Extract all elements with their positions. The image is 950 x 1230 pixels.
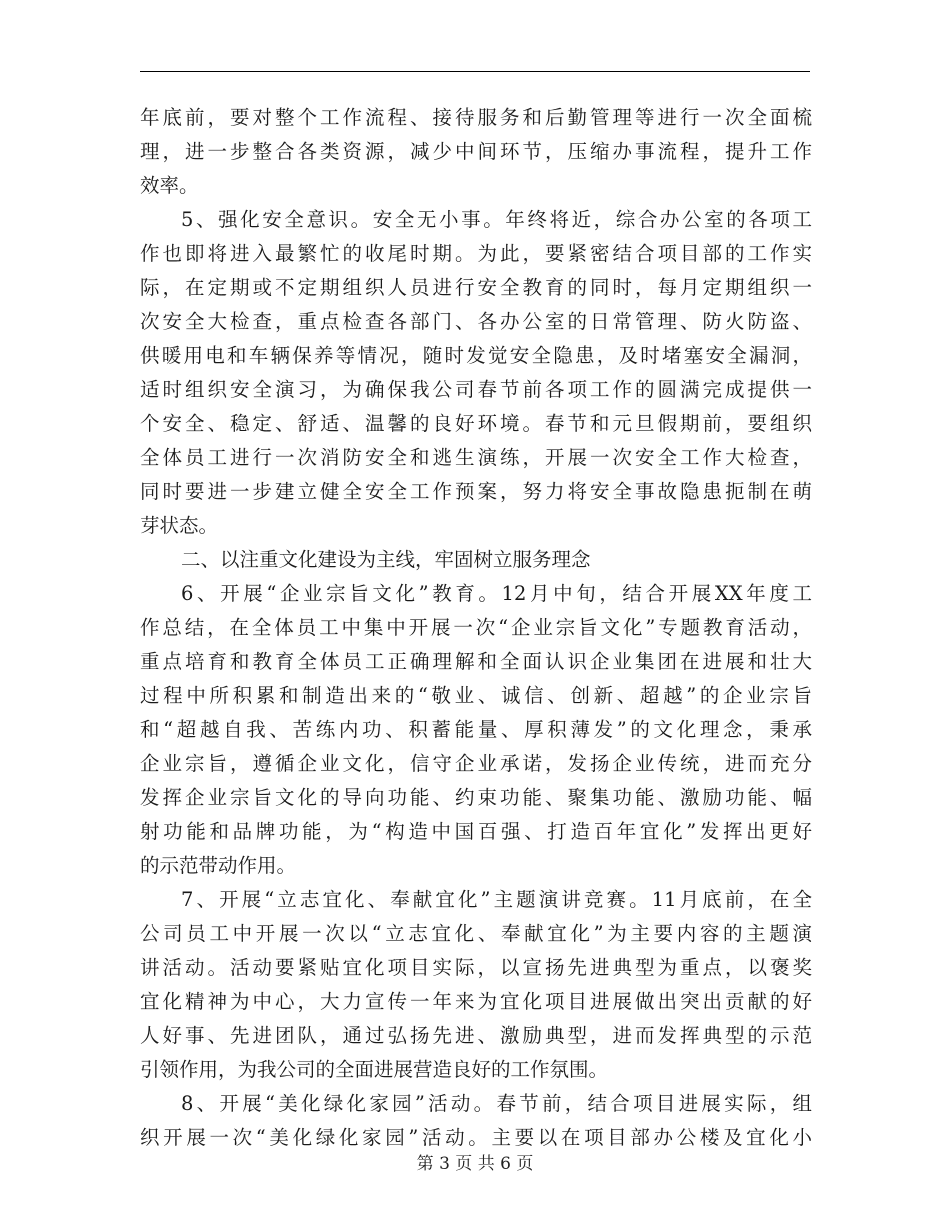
text-line: 射功能和品牌功能，为“构造中国百强、打造百年宜化”发挥出更好: [140, 820, 812, 843]
text-line: 效率。: [140, 174, 199, 197]
text-line: 同时要进一步建立健全安全工作预案，努力将安全事故隐患扼制在萌: [140, 480, 812, 503]
text-line: 公司员工中开展一次以“立志宜化、奉献宜化”为主要内容的主题演: [140, 922, 812, 945]
text-line: 5、强化安全意识。安全无小事。年终将近，综合办公室的各项工: [181, 208, 812, 231]
text-line: 宜化精神为中心，大力宣传一年来为宜化项目进展做出突出贡献的好: [140, 990, 812, 1013]
text-line: 和“超越自我、苦练内功、积蓄能量、厚积薄发”的文化理念，秉承: [140, 718, 812, 741]
text-line: 作也即将进入最繁忙的收尾时期。为此，要紧密结合项目部的工作实: [140, 242, 812, 265]
text-line: 个安全、稳定、舒适、温馨的良好环境。春节和元旦假期前，要组织: [140, 412, 812, 435]
header-rule: [140, 71, 810, 72]
text-line: 际，在定期或不定期组织人员进行安全教育的同时，每月定期组织一: [140, 276, 812, 299]
text-line: 次安全大检查，重点检查各部门、各办公室的日常管理、防火防盗、: [140, 310, 812, 333]
text-line: 讲活动。活动要紧贴宜化项目实际，以宣扬先进典型为重点，以褒奖: [140, 956, 812, 979]
text-line: 引领作用，为我公司的全面进展营造良好的工作氛围。: [140, 1058, 609, 1081]
text-line: 8、开展“美化绿化家园”活动。春节前，结合项目进展实际，组: [181, 1092, 812, 1115]
text-line: 芽状态。: [140, 514, 219, 537]
text-line: 的示范带动作用。: [140, 854, 297, 877]
text-line: 年底前，要对整个工作流程、接待服务和后勤管理等进行一次全面梳: [140, 106, 812, 129]
text-line: 织开展一次“美化绿化家园”活动。主要以在项目部办公楼及宜化小: [140, 1126, 812, 1149]
text-line: 全体员工进行一次消防安全和逃生演练，开展一次安全工作大检查，: [140, 446, 812, 469]
text-line: 发挥企业宗旨文化的导向功能、约束功能、聚集功能、激励功能、幅: [140, 786, 812, 809]
text-line: 供暖用电和车辆保养等情况，随时发觉安全隐患，及时堵塞安全漏洞，: [140, 344, 812, 367]
text-line: 作总结，在全体员工中集中开展一次“企业宗旨文化”专题教育活动，: [140, 616, 812, 639]
text-line: 人好事、先进团队，通过弘扬先进、激励典型，进而发挥典型的示范: [140, 1024, 812, 1047]
text-line: 二、以注重文化建设为主线，牢固树立服务理念: [181, 548, 591, 571]
document-body: [140, 101, 812, 1155]
text-line: 7、开展“立志宜化、奉献宜化”主题演讲竞赛。11月底前，在全: [181, 888, 812, 911]
text-line: 6、开展“企业宗旨文化”教育。12月中旬，结合开展XX年度工: [181, 582, 812, 605]
text-line: 企业宗旨，遵循企业文化，信守企业承诺，发扬企业传统，进而充分: [140, 752, 812, 775]
page-footer: 第 3 页 共 6 页: [416, 1154, 534, 1174]
text-line: 重点培育和教育全体员工正确理解和全面认识企业集团在进展和壮大: [140, 650, 812, 673]
text-line: 适时组织安全演习，为确保我公司春节前各项工作的圆满完成提供一: [140, 378, 812, 401]
text-line: 理，进一步整合各类资源，减少中间环节，压缩办事流程，提升工作: [140, 140, 812, 163]
text-line: 过程中所积累和制造出来的“敬业、诚信、创新、超越”的企业宗旨: [140, 684, 812, 707]
